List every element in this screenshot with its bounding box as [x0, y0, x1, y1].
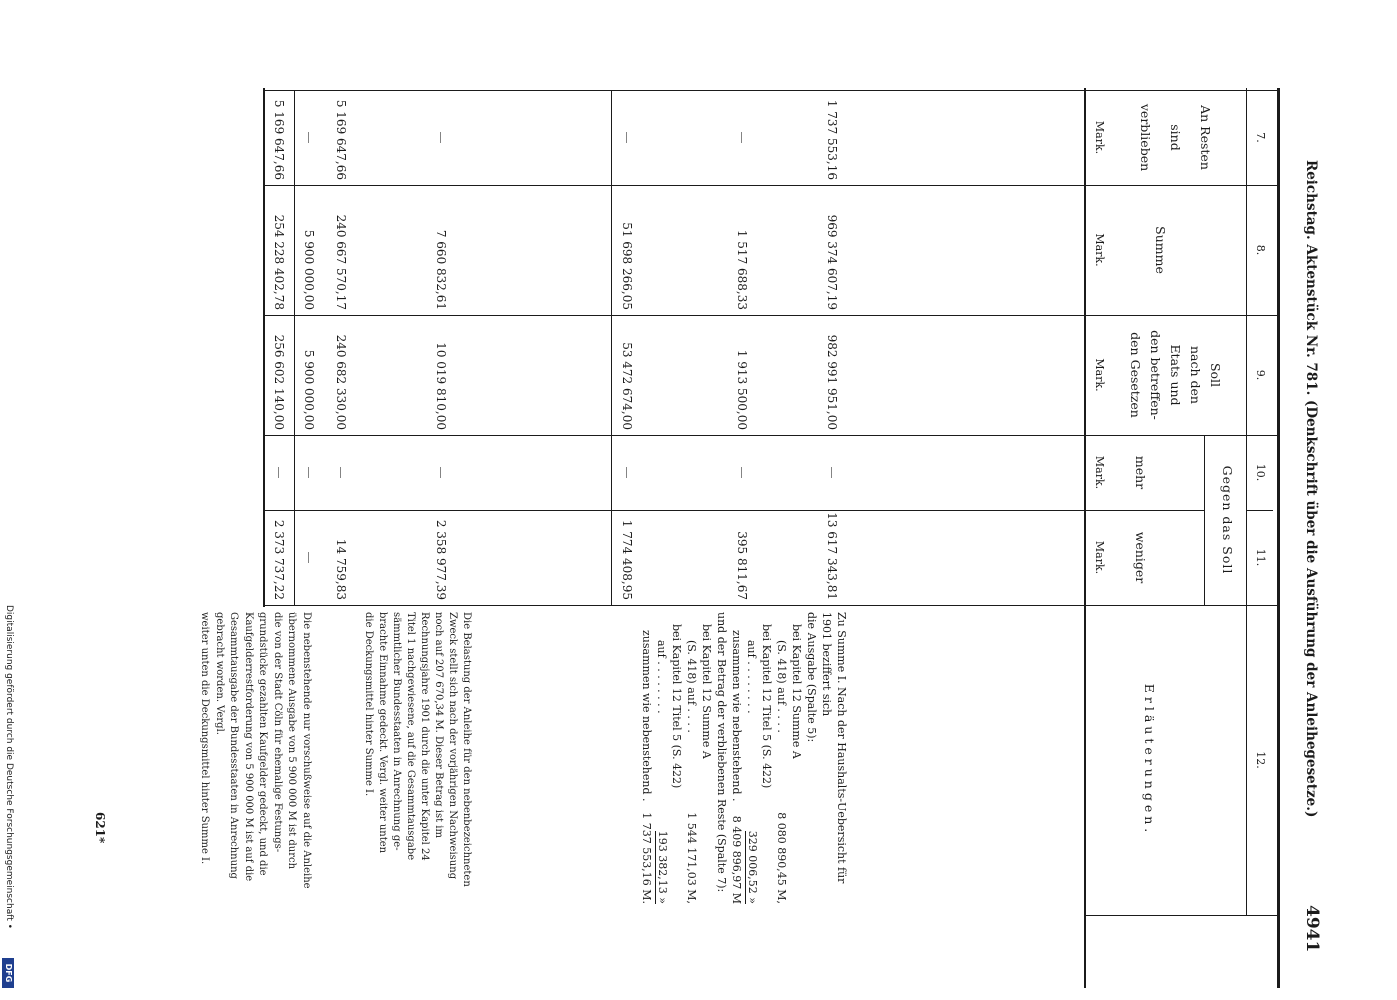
explanation-text: zusammen wie nebenstehend . [730, 630, 743, 802]
column-number-8: 8. [1254, 244, 1267, 256]
column-7-header-line: verblieben [1138, 103, 1153, 172]
table-row [333, 0, 349, 1000]
explanation-line: Gesammtausgabe der Bundesstaaten in Anrechnung [228, 612, 240, 879]
column-number-7: 7. [1254, 132, 1267, 143]
cell-mehr: — [302, 466, 316, 479]
group-underline [1204, 435, 1205, 605]
cell-soll: 5 900 000,00 [302, 349, 316, 430]
explanation-line [834, 612, 849, 904]
column-border-11-12 [265, 605, 1277, 606]
column-7-header-line: An Resten [1198, 105, 1213, 170]
column-border-right [1085, 915, 1277, 916]
column-10-header: mehr [1133, 455, 1148, 490]
explanation-text: bei Kapitel 12 Titel 5 (S. 422) [760, 624, 773, 789]
cell-mehr: — [825, 466, 839, 479]
cell-summe: 5 900 000,00 [302, 229, 316, 310]
column-border-left [265, 90, 1277, 91]
explanation-text: die Ausgabe (Spalte 5): [805, 612, 818, 743]
explanation-line [684, 612, 699, 904]
cell-reste: 5 169 647,66 [272, 99, 286, 180]
group-header-gegen-das-soll: Gegen das Soll [1220, 465, 1235, 575]
explanation-text: bei Kapitel 12 Summe A [790, 624, 803, 759]
table-bottom-rule [263, 88, 265, 607]
cell-mehr: — [272, 466, 286, 479]
column-number-12: 12. [1254, 751, 1267, 769]
column-11-header: weniger [1133, 531, 1148, 584]
column-number-11: 11. [1254, 548, 1267, 567]
explanation-line: Rechnungsjahre 1901 durch die unter Kapitel 24 [419, 612, 430, 861]
column-9-header-line: Soll [1208, 362, 1223, 388]
explanation-line: gebracht worden. Vergl. [214, 612, 225, 735]
cell-weniger: 2 373 737,22 [272, 519, 286, 600]
explanation-text: und der Betrag der verbliebenen Reste (Spalte 7): [715, 612, 728, 893]
row-separator-rule [611, 90, 612, 605]
explanation-amount: 1 544 171,03 M, [685, 812, 698, 904]
cell-weniger: — [302, 551, 316, 564]
cell-mehr: — [334, 466, 348, 479]
explanation-text: bei Kapitel 12 Summe A [700, 624, 713, 759]
cell-reste: 1 737 553,16 [825, 99, 839, 180]
cell-reste: — [302, 131, 316, 144]
cell-summe: 240 667 570,17 [334, 214, 348, 310]
sum-rule [294, 90, 295, 605]
cell-summe: 7 660 832,61 [434, 229, 448, 310]
cell-weniger: 2 358 977,39 [434, 519, 448, 600]
column-border-7-8 [265, 185, 1277, 186]
explanation-line [744, 612, 759, 904]
header-bottom-rule [1084, 88, 1086, 988]
page-mark: 621* [93, 812, 107, 844]
explanation-text: Zu Summe I. Nach der Haushalts-Uebersicht für [835, 612, 848, 884]
dfg-logo-icon: DFG [2, 958, 14, 988]
cell-reste: 5 169 647,66 [334, 99, 348, 180]
explanation-amount: 8 080 890,45 M, [775, 812, 788, 904]
explanation-line [669, 612, 684, 904]
cell-summe: 969 374 607,19 [825, 214, 839, 310]
explanation-row-6 [197, 612, 313, 912]
explanation-line: Die Belastung der Anleihe für den nebenbezeichneten [461, 612, 472, 887]
cell-summe: 1 517 688,33 [735, 229, 749, 310]
explanation-line: brachte Einnahme gedeckt. Vergl. weiter unten [377, 612, 388, 854]
cell-mehr: — [735, 466, 749, 479]
explanation-line: die Deckungsmittel hinter Summe I. [363, 612, 374, 797]
explanation-amount: 8 409 896,97 M [730, 815, 743, 904]
cell-mehr: — [434, 466, 448, 479]
explanation-text: (S. 418) auf . . . . [685, 640, 698, 733]
explanation-line [714, 612, 729, 904]
explanation-amount: 193 382,13 » [656, 830, 669, 904]
cell-soll: 982 991 951,00 [825, 334, 839, 430]
unit-label: Mark. [1093, 540, 1106, 575]
explanation-summe-i [639, 612, 849, 904]
explanation-text: auf . . . . . . . . [745, 640, 758, 714]
explanation-line: Zweck stellt sich nach der vorjährigen Nachweisung [447, 612, 458, 880]
cell-reste: — [620, 131, 634, 144]
page-number: 4941 [1302, 905, 1322, 953]
explanation-text: 1901 beziffert sich [820, 612, 833, 717]
explanation-line: weiter unten die Deckungsmittel hinter Summe I. [199, 612, 211, 865]
unit-label: Mark. [1093, 233, 1106, 267]
explanation-line [639, 612, 654, 904]
explanation-line [789, 612, 804, 904]
cell-summe: 254 228 402,78 [272, 214, 286, 310]
explanation-amount: 1 737 553,16 M. [640, 812, 653, 904]
column-number-rule [1246, 88, 1247, 915]
digitization-credit: Digitalisierung gefördert durch die Deutsche Forschungsgemeinschaft • [4, 605, 14, 929]
column-number-10: 10. [1254, 463, 1267, 482]
cell-soll: 10 019 810,00 [434, 342, 448, 430]
cell-weniger: 14 759,83 [334, 538, 348, 600]
explanation-line [804, 612, 819, 904]
column-9-header-line: Etats und [1168, 344, 1183, 406]
explanation-text: bei Kapitel 12 Titel 5 (S. 422) [670, 624, 683, 789]
explanation-line [774, 612, 789, 904]
unit-label: Mark. [1093, 120, 1106, 155]
column-9-header-line: den betreffen- [1148, 330, 1163, 420]
cell-reste: — [735, 131, 749, 144]
explanation-text: auf . . . . . . . . [655, 640, 668, 714]
cell-weniger: 395 811,67 [735, 531, 749, 600]
column-9-header-line: nach den [1188, 346, 1203, 404]
explanation-text: zusammen wie nebenstehend . [640, 630, 653, 802]
cell-soll: 1 913 500,00 [735, 349, 749, 430]
explanation-line: übernommene Ausgabe von 5 900 000 M ist durch [286, 612, 298, 870]
cell-soll: 256 602 140,00 [272, 334, 286, 430]
explanation-line: grundstücke gezahlten Kaufgelder gedeckt, und die [257, 612, 269, 876]
unit-label: Mark. [1093, 455, 1106, 490]
cell-weniger: 1 774 408,95 [620, 519, 634, 600]
column-8-header: Summe [1153, 226, 1168, 274]
explanation-line [699, 612, 714, 904]
table-row [619, 0, 635, 1000]
column-border-9-10 [265, 435, 1277, 436]
explanation-line: Kaufgelderrestforderung von 5 900 000 M ist auf die [243, 612, 254, 882]
explanation-line: noch auf 207 670,34 M. Dieser Betrag ist im [433, 612, 444, 838]
cell-soll: 240 682 330,00 [334, 334, 348, 430]
column-number-9: 9. [1254, 369, 1267, 381]
column-9-header [1125, 315, 1225, 435]
explanation-line [759, 612, 774, 904]
explanation-line: die von der Stadt Cöln für ehemalige Festungs- [272, 612, 283, 853]
explanation-row-4 [361, 612, 473, 912]
unit-label: Mark. [1093, 358, 1106, 392]
cell-mehr: — [620, 466, 634, 479]
column-7-header [1130, 90, 1220, 185]
cell-summe: 51 698 266,05 [620, 222, 634, 310]
column-7-header-line: sind [1168, 124, 1183, 151]
explanation-line [654, 612, 669, 904]
column-12-header: Erläuterungen. [1142, 683, 1157, 837]
explanation-line: sämmtlicher Bundesstaaten in Anrechnung ge- [391, 612, 402, 851]
cell-weniger: 13 617 343,81 [825, 512, 839, 600]
explanation-line [819, 612, 834, 904]
page-header-title: Reichstag. Aktenstück Nr. 781. (Denkschrift über die Ausführung der Anleihegesetze.) [1303, 160, 1319, 818]
explanation-line: Titel 1 nachgewiesene, auf die Gesammtausgabe [405, 612, 416, 861]
cell-soll: 53 472 674,00 [620, 342, 634, 430]
explanation-text: (S. 418) auf . . . . [775, 640, 788, 733]
header-thick-rule [1277, 88, 1280, 988]
cell-reste: — [434, 131, 448, 144]
explanation-line [729, 612, 744, 904]
explanation-amount: 329 006,52 » [746, 830, 759, 904]
column-9-header-line: den Gesetzen [1128, 332, 1143, 418]
explanation-line: Die nebenstehende nur vorschußweise auf die Anleihe [301, 612, 312, 889]
